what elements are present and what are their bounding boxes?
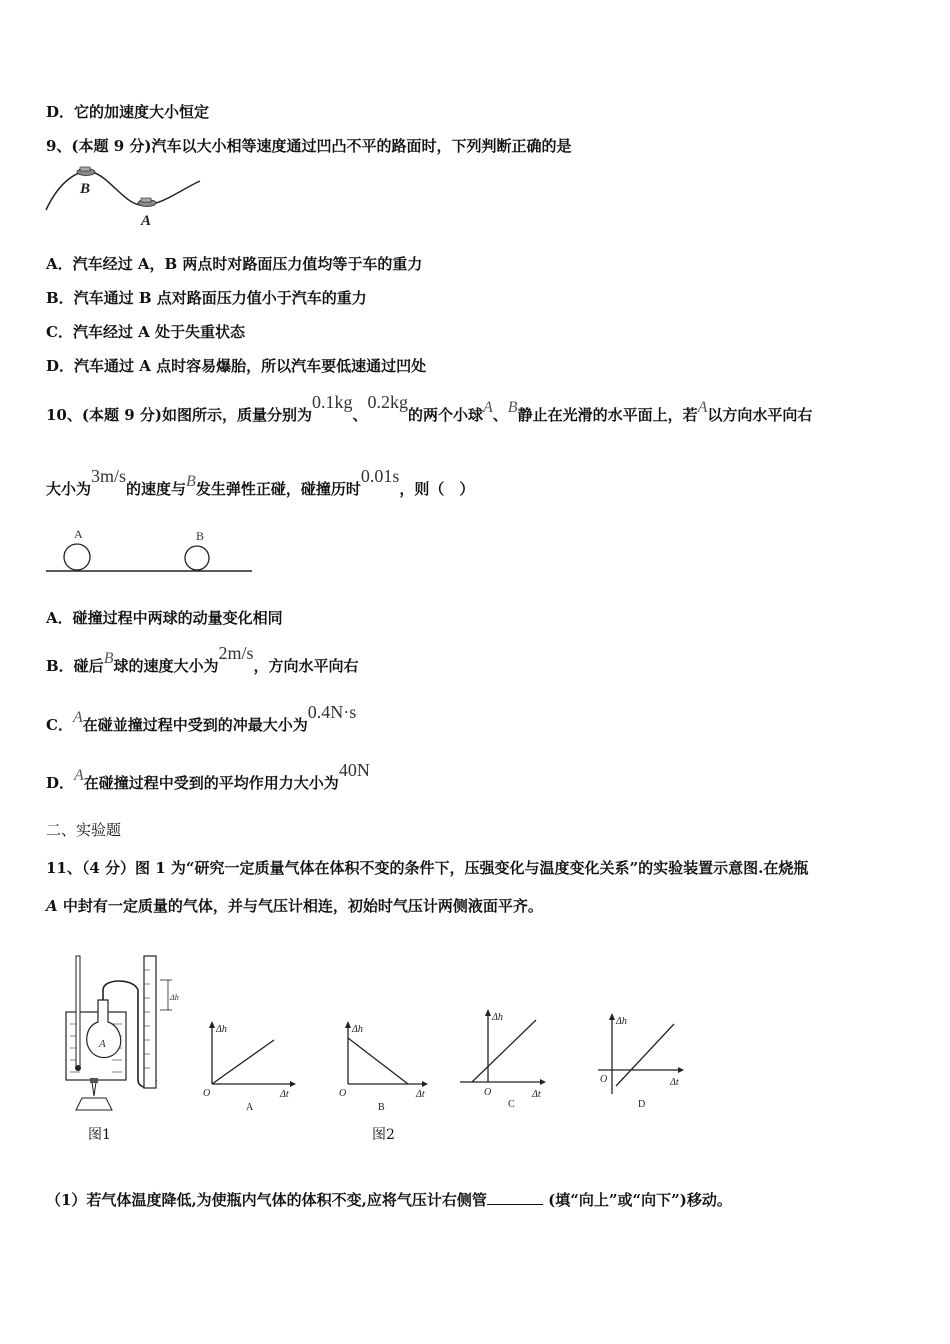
q10-mass-2: 0.2kg	[367, 392, 408, 412]
q11-sub1-blank[interactable]	[487, 1190, 543, 1205]
q10-text: 大小为	[46, 480, 92, 498]
ball-label-b: B	[196, 529, 205, 543]
q10-option-c-value: 0.4N·s	[307, 702, 357, 722]
graph-a	[200, 1018, 300, 1113]
graph-b-y-label: Δh	[352, 1024, 363, 1035]
q10-text: 的速度与	[126, 480, 187, 498]
graph-c-y-label: Δh	[492, 1012, 503, 1023]
q10-option-d-text: 在碰撞过程中受到的平均作用力大小为	[83, 774, 339, 792]
q10-option-b-text: B．碰后	[46, 657, 104, 675]
q9-option-b: B．汽车通过 B 点对路面压力值小于汽车的重力	[46, 289, 367, 307]
q10-text: 以方向水平向右	[707, 406, 813, 424]
q10-option-c-text: 在碰並撞过程中受到的冲最大小为	[82, 716, 308, 734]
thermometer	[76, 956, 80, 1066]
graph-c-x-label: Δt	[532, 1089, 541, 1100]
q9-option-a: A．汽车经过 A，B 两点时对路面压力值均等于车的重力	[46, 255, 423, 273]
q10-text: 的两个小球	[407, 406, 483, 424]
q10-option-d	[46, 760, 370, 794]
graph-b-line	[348, 1038, 408, 1084]
q10-option-c	[46, 702, 357, 736]
road-curve	[46, 172, 200, 210]
q9-option-c: C．汽车经过 A 处于失重状态	[46, 323, 246, 341]
q10-symbol-a2: A	[697, 399, 708, 416]
road-label-b: B	[80, 181, 91, 197]
q10-option-c-symbol: A	[72, 709, 83, 726]
graph-c-line	[472, 1020, 536, 1082]
graph-b-name: B	[378, 1102, 385, 1113]
graph-c-name: C	[508, 1099, 515, 1110]
q10-velocity: 3m/s	[91, 466, 127, 486]
q11-sub1	[46, 1190, 732, 1210]
q10-symbol-b2: B	[186, 473, 196, 490]
q11-stem-line1: 11、（4 分）图 1 为“研究一定质量气体在体积不变的条件下，压强变化与温度变化关系”的实验装置示意图.在烧瓶	[46, 859, 809, 877]
q10-symbol-a: A	[482, 399, 493, 416]
graph-a-name: A	[246, 1102, 254, 1113]
ball-a	[64, 544, 90, 570]
q10-option-d-text: D．	[46, 774, 75, 792]
q11-symbol-a: A	[46, 897, 58, 915]
car-b-icon	[77, 167, 95, 176]
q9-stem: 9、(本题 9 分)汽车以大小相等速度通过凹凸不平的路面时，下列判断正确的是	[46, 137, 572, 155]
q11-sub1-text: (填“向上”或“向下”)移动。	[542, 1191, 732, 1209]
q10-symbol-b: B	[507, 399, 518, 416]
q10-stem-line2	[46, 466, 475, 500]
q10-time: 0.01s	[360, 466, 400, 486]
figure-1-apparatus	[56, 950, 196, 1120]
section-title: 二、实验题	[46, 821, 122, 839]
graph-b	[336, 1018, 436, 1113]
q10-text: 、	[492, 406, 508, 424]
graph-a-x-label: Δt	[280, 1089, 289, 1100]
graph-d-origin: O	[600, 1074, 608, 1085]
q10-option-b-value: 2m/s	[218, 643, 254, 663]
graph-d-x-label: Δt	[670, 1077, 679, 1088]
graph-a-origin: O	[203, 1088, 211, 1099]
graph-d-line	[616, 1024, 674, 1086]
q10-option-d-symbol: A	[74, 767, 84, 784]
q10-option-a: A．碰撞过程中两球的动量变化相同	[46, 609, 283, 627]
ball-label-a: A	[74, 527, 83, 541]
q11-sub1-text: （1）若气体温度降低,为使瓶内气体的体积不变,应将气压计右侧管	[46, 1191, 487, 1209]
graph-a-y-label: Δh	[216, 1024, 227, 1035]
q10-option-c-text: C．	[46, 716, 73, 734]
graph-c	[456, 1006, 556, 1112]
q10-option-b-text: ，方向水平向右	[253, 657, 359, 675]
graph-d-name: D	[638, 1099, 646, 1110]
car-a-icon	[138, 198, 156, 207]
graph-d	[594, 1010, 694, 1112]
q10-option-b	[46, 643, 359, 677]
q10-option-d-value: 40N	[338, 760, 370, 780]
q10-text: 静止在光滑的水平面上，若	[517, 406, 698, 424]
road-label-a: A	[141, 213, 152, 229]
q10-text: 10、(本题 9 分)如图所示，质量分别为	[46, 406, 312, 424]
graph-b-x-label: Δt	[416, 1089, 425, 1100]
q10-text: 发生弹性正碰，碰撞历时	[195, 480, 361, 498]
graph-d-y-label: Δh	[616, 1016, 627, 1027]
graph-c-origin: O	[484, 1087, 492, 1098]
q10-text: 、	[352, 406, 368, 424]
q9-option-d: D．汽车通过 A 点时容易爆胎，所以汽车要低速通过凹处	[46, 357, 427, 375]
q10-option-b-symbol: B	[103, 650, 114, 667]
q10-option-b-text: 球的速度大小为	[113, 657, 219, 675]
q9-road-figure	[40, 165, 210, 230]
figure-2-caption: 图2	[372, 1127, 395, 1143]
q11-stem-line2	[46, 896, 543, 916]
ball-b	[185, 546, 209, 570]
q8-option-d: D．它的加速度大小恒定	[46, 103, 210, 121]
burner	[76, 1098, 112, 1110]
figure-1-caption: 图1	[88, 1127, 111, 1143]
flask-label: A	[99, 1038, 106, 1050]
delta-h-label: Δh	[170, 993, 179, 1002]
graph-a-line	[212, 1040, 274, 1084]
graph-b-origin: O	[339, 1088, 347, 1099]
q11-stem-text: 中封有一定质量的气体，并与气压计相连，初始时气压计两侧液面平齐。	[57, 897, 543, 915]
q10-stem-line1	[46, 392, 813, 426]
q10-mass-1: 0.1kg	[311, 392, 353, 412]
q10-text: ，则（ ）	[399, 480, 475, 498]
q10-balls-figure	[44, 526, 256, 578]
